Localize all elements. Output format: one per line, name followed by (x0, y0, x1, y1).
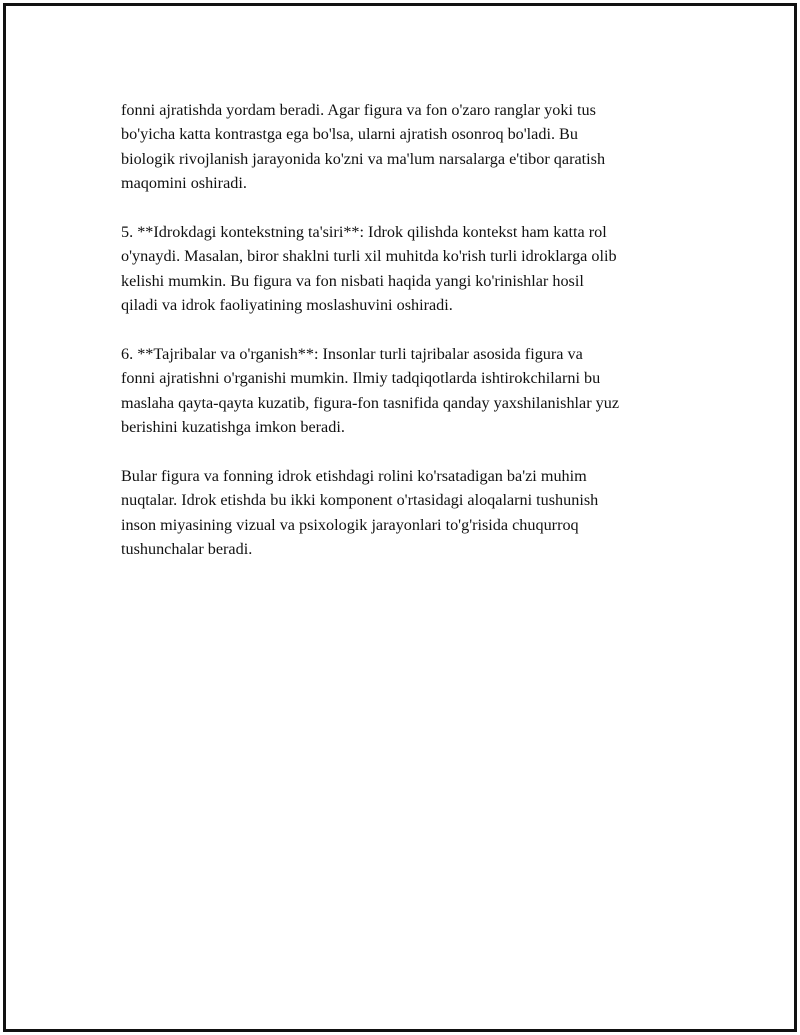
paragraph-item-6 (121, 342, 701, 440)
text-line: 5. **Idrokdagi kontekstning ta'siri**: Idrok qilishda kontekst ham katta rol (121, 223, 607, 242)
text-line: qiladi va idrok faoliyatining moslashuvini oshiradi. (121, 296, 453, 315)
paragraph-item-5 (121, 220, 701, 318)
text-line: Bular figura va fonning idrok etishdagi rolini ko'rsatadigan ba'zi muhim (121, 467, 587, 486)
document-page (3, 3, 797, 1032)
text-line: berishini kuzatishga imkon beradi. (121, 418, 345, 437)
text-line: tushunchalar beradi. (121, 540, 253, 559)
text-line: fonni ajratishni o'rganishi mumkin. Ilmiy tadqiqotlarda ishtirokchilarni bu (121, 369, 601, 388)
document-body (121, 98, 701, 586)
paragraph-conclusion (121, 464, 701, 562)
text-line: o'ynaydi. Masalan, biror shaklni turli xil muhitda ko'rish turli idroklarga olib (121, 247, 617, 266)
text-line: kelishi mumkin. Bu figura va fon nisbati haqida yangi ko'rinishlar hosil (121, 271, 584, 290)
text-line: maslaha qayta-qayta kuzatib, figura-fon tasnifida qanday yaxshilanishlar yuz (121, 393, 620, 412)
paragraph-continuation (121, 98, 701, 196)
text-line: inson miyasining vizual va psixologik jarayonlari to'g'risida chuqurroq (121, 515, 579, 534)
text-line: 6. **Tajribalar va o'rganish**: Insonlar turli tajribalar asosida figura va (121, 345, 583, 364)
text-line: biologik rivojlanish jarayonida ko'zni va ma'lum narsalarga e'tibor qaratish (121, 149, 606, 168)
text-line: fonni ajratishda yordam beradi. Agar figura va fon o'zaro ranglar yoki tus (121, 101, 596, 119)
text-line: maqomini oshiradi. (121, 174, 247, 193)
text-line: nuqtalar. Idrok etishda bu ikki komponent o'rtasidagi aloqalarni tushunish (121, 491, 599, 510)
text-line: bo'yicha katta kontrastga ega bo'lsa, ularni ajratish osonroq bo'ladi. Bu (121, 125, 578, 144)
